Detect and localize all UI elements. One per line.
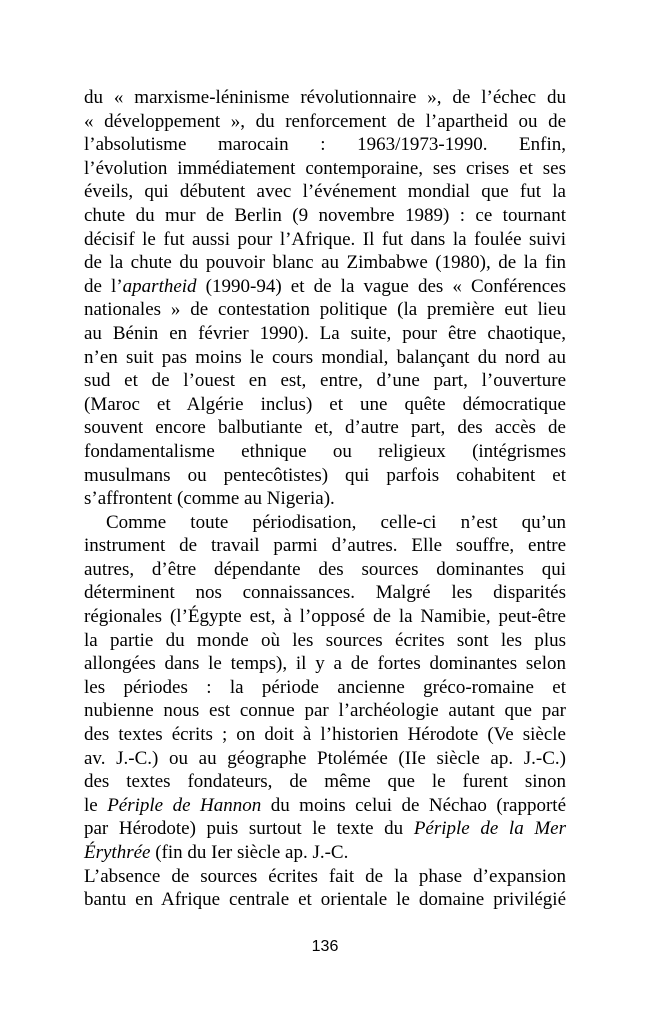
text-line: s’affrontent (comme au Nigeria). <box>84 488 335 510</box>
text-line: par Hérodote) puis surtout le texte du Périple de la Mer <box>84 818 567 840</box>
text-line: des textes fondateurs, de même que le furent sinon <box>84 771 566 793</box>
text-line: musulmans ou pentecôtistes) qui parfois cohabitent et <box>84 464 566 486</box>
text-line: fondamentalisme ethnique ou religieux (intégrismes <box>84 440 566 462</box>
text-line: la partie du monde où les sources écrites sont les plus <box>84 629 566 651</box>
text-line: décisif le fut aussi pour l’Afrique. Il fut dans la foulée suivi <box>84 228 566 250</box>
text-line: allongées dans le temps), il y a de fortes dominantes selon <box>84 653 566 675</box>
italic-term: apartheid <box>122 275 197 297</box>
text-line: nubienne nous est connue par l’archéologie autant que par <box>84 700 566 722</box>
text-line: de l’apartheid (1990-94) et de la vague des « Conférences <box>84 275 566 297</box>
page-number: 136 <box>311 938 339 955</box>
text-line: instrument de travail parmi d’autres. Elle souffre, entre <box>84 535 566 557</box>
text-line: av. J.-C.) ou au géographe Ptolémée (IIe siècle ap. J.-C.) <box>84 747 566 769</box>
text-line: sud et de l’ouest en est, entre, d’une part, l’ouverture <box>84 370 566 392</box>
paragraph-start-line: Comme toute périodisation, celle-ci n’est qu’un <box>106 511 566 533</box>
text-line: autres, d’être dépendante des sources dominantes qui <box>84 558 566 580</box>
text-line: l’absolutisme marocain : 1963/1973-1990. Enfin, <box>84 134 566 156</box>
italic-title: Périple de Hannon <box>107 794 262 816</box>
text-line: régionales (l’Égypte est, à l’opposé de la Namibie, peut-être <box>84 606 566 628</box>
text-line: le Périple de Hannon du moins celui de Néchao (rapporté <box>84 794 566 816</box>
text-line: souvent encore balbutiante et, d’autre part, des accès de <box>84 417 566 439</box>
text-line: Érythrée (fin du Ier siècle ap. J.-C. <box>84 842 349 863</box>
italic-title: Périple de la Mer <box>413 818 567 840</box>
text-line: déterminent nos connaissances. Malgré les disparités <box>84 582 566 604</box>
text-line: (Maroc et Algérie inclus) et une quête démocratique <box>84 393 566 415</box>
text-line: de la chute du pouvoir blanc au Zimbabwe (1980), de la fin <box>84 252 566 274</box>
text-line: chute du mur de Berlin (9 novembre 1989) : ce tournant <box>84 204 566 226</box>
text-line: du « marxisme-léninisme révolutionnaire », de l’échec du <box>84 87 566 108</box>
page-body <box>84 86 566 912</box>
text-line: n’en suit pas moins le cours mondial, balançant du nord au <box>84 346 566 368</box>
text-line: les périodes : la période ancienne gréco-romaine et <box>84 676 566 698</box>
text-line: bantu en Afrique centrale et orientale le domaine privilégié <box>84 889 566 911</box>
text-line: « développement », du renforcement de l’apartheid ou de <box>84 110 566 132</box>
text-line: L’absence de sources écrites fait de la phase d’expansion <box>84 865 566 887</box>
text-line: l’évolution immédiatement contemporaine, ses crises et ses <box>84 157 566 179</box>
text-line: nationales » de contestation politique (la première eut lieu <box>84 299 566 321</box>
text-line: au Bénin en février 1990). La suite, pour être chaotique, <box>84 322 566 344</box>
text-line: des textes écrits ; on doit à l’historien Hérodote (Ve siècle <box>84 724 566 746</box>
italic-title: Érythrée <box>84 842 151 863</box>
text-line: éveils, qui débutent avec l’événement mondial que fut la <box>84 181 566 203</box>
